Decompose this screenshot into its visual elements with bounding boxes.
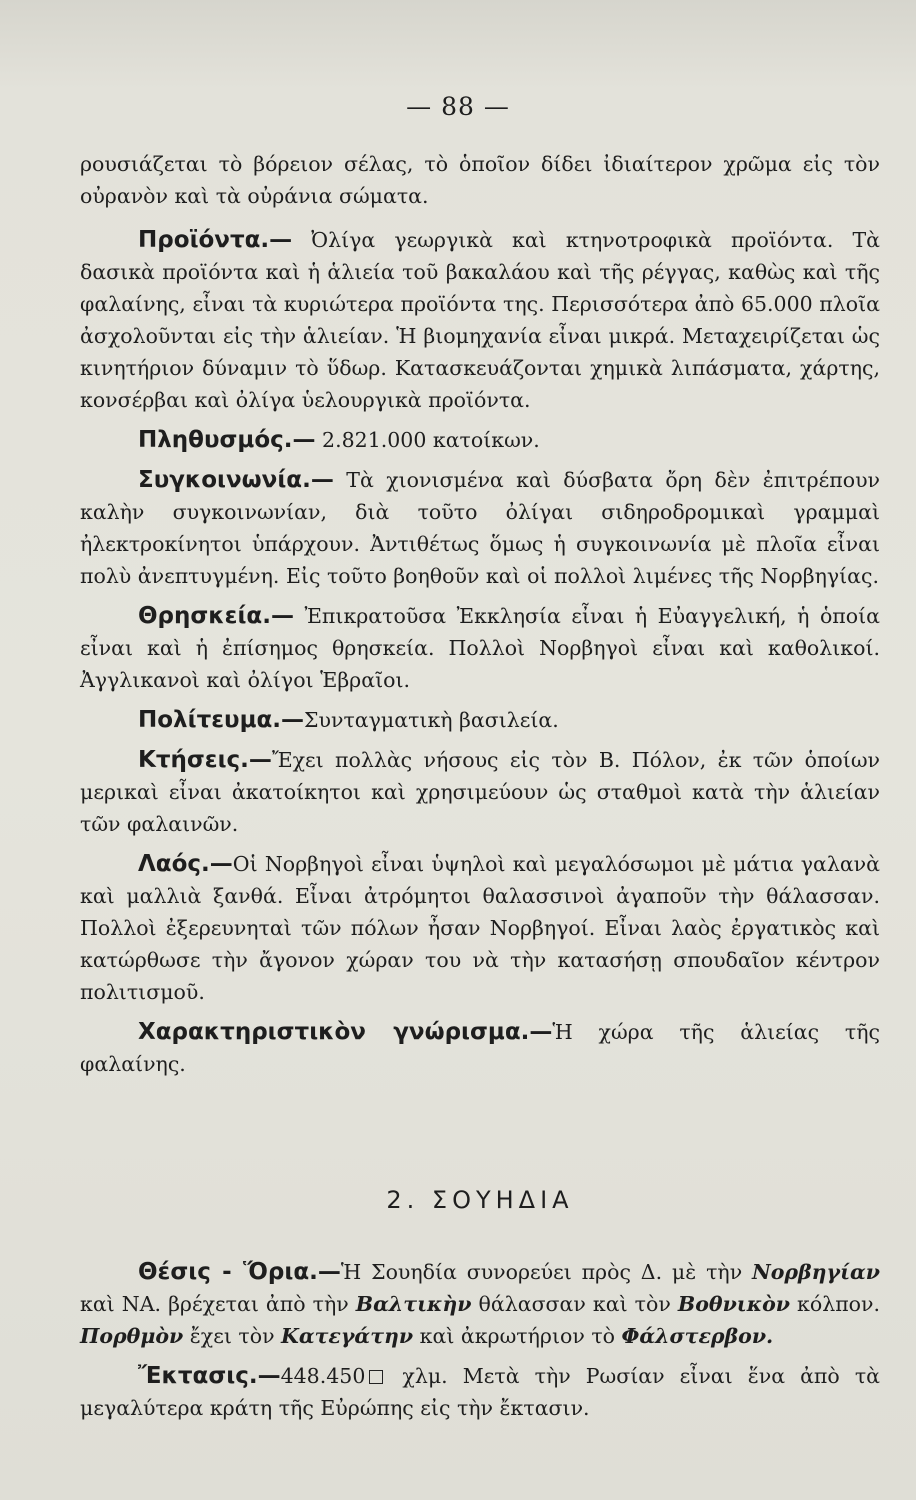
heading-possessions: Κτήσεις.— (138, 747, 272, 773)
place-baltic: Βαλτικὴν (355, 1292, 472, 1316)
heading-area: Ἔκτασις.— (138, 1363, 281, 1389)
possessions-text: Ἔχει πολλὰς νήσους εἰς τὸν Β. Πόλον, ἐκ τῶν ὁποίων μερικαὶ εἶναι ἀκατοίκητοι καὶ χρησιμεύουν ὡς σταθμοὶ κατὰ τὴν ἁλιείαν τῶν φαλαινῶν. (80, 748, 880, 836)
section-title: 2. ΣΟΥΗΔΙΑ (386, 1186, 574, 1214)
paragraph-religion (80, 600, 880, 696)
position-text-b: καὶ ΝΑ. βρέχεται ἀπὸ τὴν (80, 1292, 356, 1316)
position-text-d: κόλπον. (789, 1292, 880, 1316)
government-text: Συνταγματικὴ βασιλεία. (304, 708, 559, 732)
paragraph-possessions (80, 744, 880, 840)
area-text: χλμ. Μετὰ τὴν Ρωσίαν εἶναι ἕνα ἀπὸ τὰ μεγαλύτερα κράτη τῆς Εὐρώπης εἰς τὴν ἔκτασιν. (80, 1364, 880, 1420)
place-bothnian: Βοθνικὸν (677, 1292, 790, 1316)
population-text: 2.821.000 κατοίκων. (315, 428, 540, 452)
place-kattegat: Κατεγάτην (281, 1324, 414, 1348)
communication-text: Τὰ χιονισμένα καὶ δύσβατα ὄρη δὲν ἐπιτρέπουν καλὴν συγκοινωνίαν, διὰ τοῦτο ὀλίγαι σιδηροδρομικαὶ γραμμαὶ ἠλεκτροκίνητοι ὑπάρχουν. Ἀντιθέτως ὅμως ἡ συγκοινωνία μὲ πλοῖα εἶναι πολὺ ἀνεπτυγμένη. Εἰς τοῦτο βοηθοῦν καὶ οἱ πολλοὶ λιμένες τῆς Νορβηγίας. (80, 468, 880, 588)
heading-products: Προϊόντα.— (138, 227, 293, 253)
heading-feature: Χαρακτηριστικὸν γνώρισμα.— (138, 1019, 553, 1045)
heading-population: Πληθυσμός.— (138, 427, 316, 453)
square-symbol-icon (369, 1370, 383, 1384)
intro-text: ρουσιάζεται τὸ βόρειον σέλας, τὸ ὁποῖον δίδει ἰδιαίτερον χρῶμα εἰς τὸν οὐρανὸν καὶ τὰ οὐράνια σώματα. (80, 152, 880, 208)
paragraph-feature (80, 1016, 880, 1080)
paragraph-intro (80, 148, 880, 212)
position-text-e: ἔχει τὸν (183, 1324, 282, 1348)
products-text: Ὀλίγα γεωργικὰ καὶ κτηνοτροφικὰ προϊόντα. Τὰ δασικὰ προϊόντα καὶ ἡ ἁλιεία τοῦ βακαλάου καὶ τῆς ρέγγας, καθὼς καὶ τῆς φαλαίνης, εἶναι τὰ κυριώτερα προϊόντα της. Περισσότερα ἀπὸ 65.000 πλοῖα ἀσχολοῦνται εἰς τὴν ἁλιείαν. Ἡ βιομηχανία εἶναι μικρά. Μεταχειρίζεται ὡς κινητήριον δύναμιν τὸ ὕδωρ. Κατασκευάζονται χημικὰ λιπάσματα, χάρτης, κονσέρβαι καὶ ὀλίγα ὑελουργικὰ προϊόντα. (80, 228, 880, 412)
paragraph-people (80, 848, 880, 1008)
paragraph-area (80, 1360, 880, 1424)
heading-position: Θέσις - Ὅρια.— (138, 1259, 341, 1285)
page-body (80, 148, 880, 1432)
word-strait: Πορθμὸν (80, 1324, 184, 1348)
heading-government: Πολίτευμα.— (138, 707, 305, 733)
position-text-c: θάλασσαν καὶ τὸν (471, 1292, 678, 1316)
paragraph-government (80, 704, 880, 736)
paragraph-communication (80, 464, 880, 592)
heading-people: Λαός.— (138, 851, 233, 877)
position-text-f: καὶ ἀκρωτήριον τὸ (413, 1324, 622, 1348)
paragraph-position (80, 1256, 880, 1352)
people-text: Οἱ Νορβηγοὶ εἶναι ὑψηλοὶ καὶ μεγαλόσωμοι μὲ μάτια γαλανὰ καὶ μαλλιὰ ξανθά. Εἶναι ἀτρόμητοι θαλασσινοὶ ἀγαποῦν τὴν θάλασσαν. Πολλοὶ ἐξερευνηταὶ τῶν πόλων ἦσαν Νορβηγοί. Εἶναι λαὸς ἐργατικὸς καὶ κατώρθωσε τὴν ἄγονον χώραν του νὰ τὴν κατασήσῃ σπουδαῖον κέντρον πολιτισμοῦ. (80, 852, 880, 1004)
area-number: 448.450 (280, 1364, 366, 1388)
heading-communication: Συγκοινωνία.— (138, 467, 334, 493)
religion-text: Ἐπικρατοῦσα Ἐκκλησία εἶναι ἡ Εὐαγγελική, ἡ ὁποία εἶναι καὶ ἡ ἐπίσημος θρησκεία. Πολλοὶ Νορβηγοὶ εἶναι καὶ καθολικοί. Ἀγγλικανοὶ καὶ ὀλίγοι Ἑβραῖοι. (80, 604, 880, 692)
paragraph-products (80, 224, 880, 416)
page-number: — 88 — (406, 92, 510, 121)
place-norway: Νορβηγίαν (751, 1260, 880, 1284)
place-falsterbo: Φάλστερβον. (621, 1324, 774, 1348)
heading-religion: Θρησκεία.— (138, 603, 294, 629)
feature-text: Ἡ χώρα τῆς ἁλιείας τῆς φαλαίνης. (80, 1020, 880, 1076)
paragraph-population (80, 424, 880, 456)
position-text-a: Ἡ Σουηδία συνορεύει πρὸς Δ. μὲ τὴν (340, 1260, 752, 1284)
